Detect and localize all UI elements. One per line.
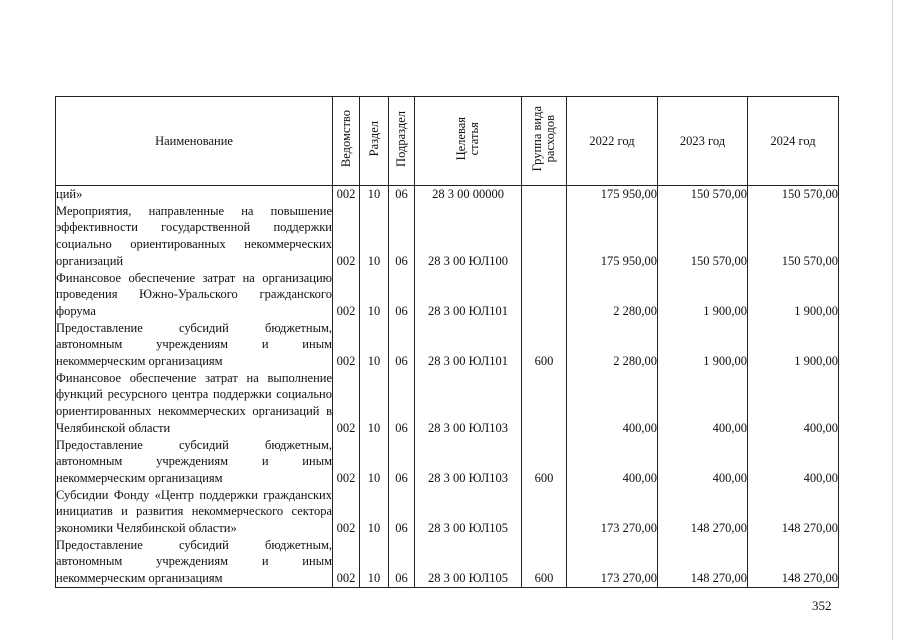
row-vedomstvo: 002: [333, 270, 360, 320]
table-row: [56, 203, 839, 270]
row-name: Предоставление субсидий бюджетным, автономным учреждениям и иным некоммерческим организациям: [56, 320, 332, 369]
row-value-2022: 2 280,00: [567, 320, 658, 370]
table-row: [56, 186, 839, 203]
row-value-2024: 150 570,00: [748, 186, 839, 203]
row-value-2022: 400,00: [567, 437, 658, 487]
row-razdel: 10: [360, 537, 389, 588]
row-razdel: 10: [360, 437, 389, 487]
row-value-2023: 400,00: [658, 437, 748, 487]
header-name: Наименование: [56, 97, 333, 186]
header-2022: 2022 год: [567, 97, 658, 186]
row-value-2023: 400,00: [658, 370, 748, 437]
row-value-2024: 400,00: [748, 437, 839, 487]
row-value-2022: 173 270,00: [567, 537, 658, 588]
row-name: Финансовое обеспечение затрат на выполнение функций ресурсного центра поддержки социально ориентированных некоммерческих организаций в Челябинской области: [56, 370, 332, 435]
row-value-2023: 148 270,00: [658, 537, 748, 588]
row-name: Финансовое обеспечение затрат на организацию проведения Южно-Уральского гражданского форума: [56, 270, 332, 318]
row-razdel: 10: [360, 487, 389, 537]
row-value-2022: 2 280,00: [567, 270, 658, 320]
row-group: 600: [522, 437, 567, 487]
row-name: Мероприятия, направленные на повышение эффективности государственной поддержки социально ориентированных некоммерческих организаций: [56, 203, 332, 268]
row-vedomstvo: 002: [333, 437, 360, 487]
row-razdel: 10: [360, 203, 389, 270]
table-row: [56, 270, 839, 320]
row-value-2024: 148 270,00: [748, 487, 839, 537]
row-razdel: 10: [360, 370, 389, 437]
row-podrazdel: 06: [389, 203, 415, 270]
row-target: 28 3 00 00000: [415, 186, 522, 203]
row-podrazdel: 06: [389, 370, 415, 437]
row-target: 28 3 00 ЮЛ100: [415, 203, 522, 270]
header-podrazdel: Подраздел: [389, 97, 415, 186]
row-value-2024: 150 570,00: [748, 203, 839, 270]
header-group: Группа вида расходов: [522, 97, 567, 186]
table-row: [56, 537, 839, 588]
row-group: [522, 487, 567, 537]
row-value-2024: 1 900,00: [748, 270, 839, 320]
row-value-2024: 148 270,00: [748, 537, 839, 588]
row-razdel: 10: [360, 186, 389, 203]
row-group: [522, 203, 567, 270]
row-podrazdel: 06: [389, 537, 415, 588]
row-name: Предоставление субсидий бюджетным, автономным учреждениям и иным некоммерческим организациям: [56, 537, 333, 588]
row-vedomstvo: 002: [333, 320, 360, 370]
row-value-2022: 173 270,00: [567, 487, 658, 537]
header-razdel: Раздел: [360, 97, 389, 186]
row-group: [522, 270, 567, 320]
header-2023: 2023 год: [658, 97, 748, 186]
row-target: 28 3 00 ЮЛ101: [415, 270, 522, 320]
table-row: [56, 370, 839, 437]
row-vedomstvo: 002: [333, 537, 360, 588]
row-name: Субсидии Фонду «Центр поддержки гражданских инициатив и развития некоммерческого сектора экономики Челябинской области»: [56, 487, 332, 536]
row-podrazdel: 06: [389, 487, 415, 537]
row-value-2022: 175 950,00: [567, 186, 658, 203]
table-row: [56, 437, 839, 487]
table-row: [56, 320, 839, 370]
row-podrazdel: 06: [389, 320, 415, 370]
row-podrazdel: 06: [389, 437, 415, 487]
row-podrazdel: 06: [389, 186, 415, 203]
row-group: 600: [522, 320, 567, 370]
row-vedomstvo: 002: [333, 203, 360, 270]
table-header-row: [56, 97, 839, 186]
row-value-2024: 400,00: [748, 370, 839, 437]
row-value-2023: 148 270,00: [658, 487, 748, 537]
row-name: ций»: [56, 186, 333, 203]
row-value-2023: 1 900,00: [658, 270, 748, 320]
budget-table: [55, 96, 839, 588]
row-group: 600: [522, 537, 567, 588]
header-vedomstvo: Ведомство: [333, 97, 360, 186]
row-vedomstvo: 002: [333, 370, 360, 437]
row-group: [522, 370, 567, 437]
row-value-2022: 400,00: [567, 370, 658, 437]
row-value-2023: 150 570,00: [658, 203, 748, 270]
row-target: 28 3 00 ЮЛ105: [415, 487, 522, 537]
row-target: 28 3 00 ЮЛ101: [415, 320, 522, 370]
row-target: 28 3 00 ЮЛ105: [415, 537, 522, 588]
row-value-2024: 1 900,00: [748, 320, 839, 370]
row-vedomstvo: 002: [333, 186, 360, 203]
row-value-2023: 150 570,00: [658, 186, 748, 203]
row-podrazdel: 06: [389, 270, 415, 320]
row-name: Предоставление субсидий бюджетным, автономным учреждениям и иным некоммерческим организациям: [56, 437, 332, 485]
header-target: Целевая статья: [415, 97, 522, 186]
row-group: [522, 186, 567, 203]
row-value-2022: 175 950,00: [567, 203, 658, 270]
header-2024: 2024 год: [748, 97, 839, 186]
row-razdel: 10: [360, 270, 389, 320]
page-edge-line: [892, 0, 893, 640]
row-value-2023: 1 900,00: [658, 320, 748, 370]
page-number: 352: [812, 598, 832, 613]
row-target: 28 3 00 ЮЛ103: [415, 437, 522, 487]
table-row: [56, 487, 839, 537]
row-vedomstvo: 002: [333, 487, 360, 537]
row-target: 28 3 00 ЮЛ103: [415, 370, 522, 437]
row-razdel: 10: [360, 320, 389, 370]
